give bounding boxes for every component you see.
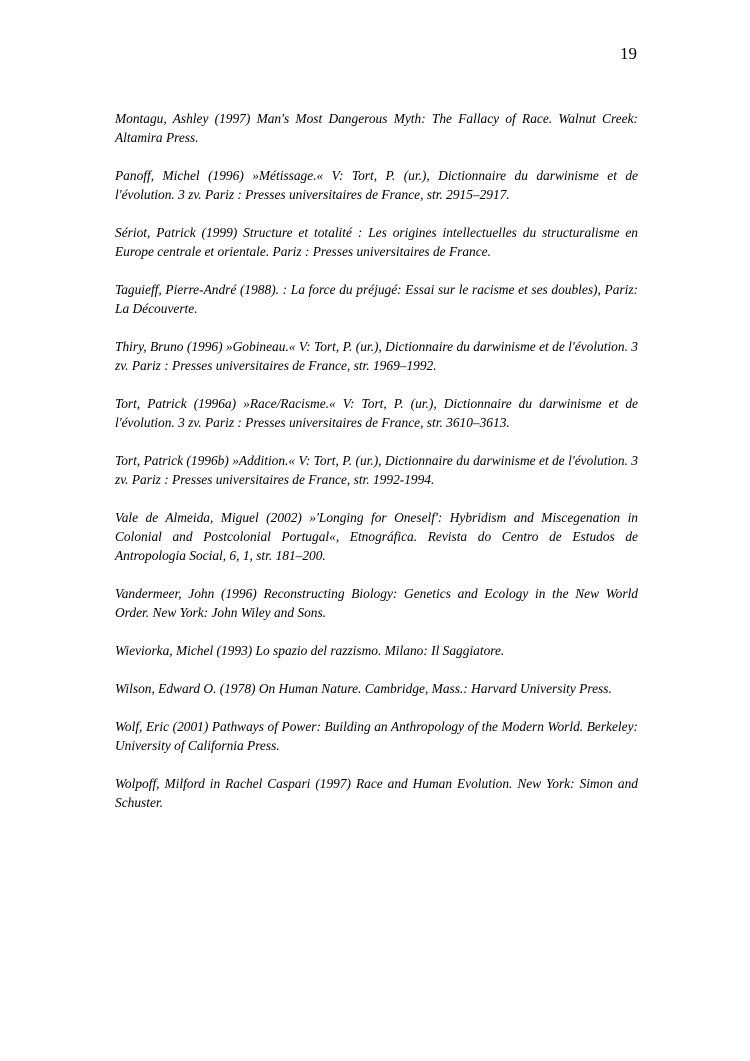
reference-entry: Taguieff, Pierre-André (1988). : La force du préjugé: Essai sur le racisme et ses doubles), Pariz: La Découverte. — [115, 282, 638, 316]
reference-list — [115, 109, 638, 831]
reference-entry: Panoff, Michel (1996) »Métissage.« V: Tort, P. (ur.), Dictionnaire du darwinisme et de l'évolution. 3 zv. Pariz : Presses universitaires de France, str. 2915–2917. — [115, 168, 638, 202]
reference-entry: Tort, Patrick (1996a) »Race/Racisme.« V: Tort, P. (ur.), Dictionnaire du darwinisme et de l'évolution. 3 zv. Pariz : Presses universitaires de France, str. 3610–3613. — [115, 396, 638, 430]
reference-entry: Wieviorka, Michel (1993) Lo spazio del razzismo. Milano: Il Saggiatore. — [115, 643, 505, 658]
page-number: 19 — [620, 44, 637, 63]
reference-entry: Vale de Almeida, Miguel (2002) »'Longing for Oneself': Hybridism and Miscegenation in Colonial and Postcolonial Portugal«, Etnográfica. Revista do Centro de Estudos de Antropologia Social, 6, 1, str. 181–200. — [115, 510, 638, 563]
reference-entry: Sériot, Patrick (1999) Structure et totalité : Les origines intellectuelles du structuralisme en Europe centrale et orientale. Pariz : Presses universitaires de France. — [115, 225, 638, 259]
reference-entry: Wolpoff, Milford in Rachel Caspari (1997) Race and Human Evolution. New York: Simon and Schuster. — [115, 776, 638, 810]
reference-entry: Wolf, Eric (2001) Pathways of Power: Building an Anthropology of the Modern World. Berkeley: University of California Press. — [115, 719, 638, 753]
reference-entry: Montagu, Ashley (1997) Man's Most Dangerous Myth: The Fallacy of Race. Walnut Creek: Altamira Press. — [115, 111, 638, 145]
reference-entry: Vandermeer, John (1996) Reconstructing Biology: Genetics and Ecology in the New World Order. New York: John Wiley and Sons. — [115, 586, 638, 620]
reference-entry: Thiry, Bruno (1996) »Gobineau.« V: Tort, P. (ur.), Dictionnaire du darwinisme et de l'évolution. 3 zv. Pariz : Presses universitaires de France, str. 1969–1992. — [115, 339, 638, 373]
reference-entry: Wilson, Edward O. (1978) On Human Nature. Cambridge, Mass.: Harvard University Press. — [115, 681, 612, 696]
reference-entry: Tort, Patrick (1996b) »Addition.« V: Tort, P. (ur.), Dictionnaire du darwinisme et de l'évolution. 3 zv. Pariz : Presses universitaires de France, str. 1992-1994. — [115, 453, 638, 487]
